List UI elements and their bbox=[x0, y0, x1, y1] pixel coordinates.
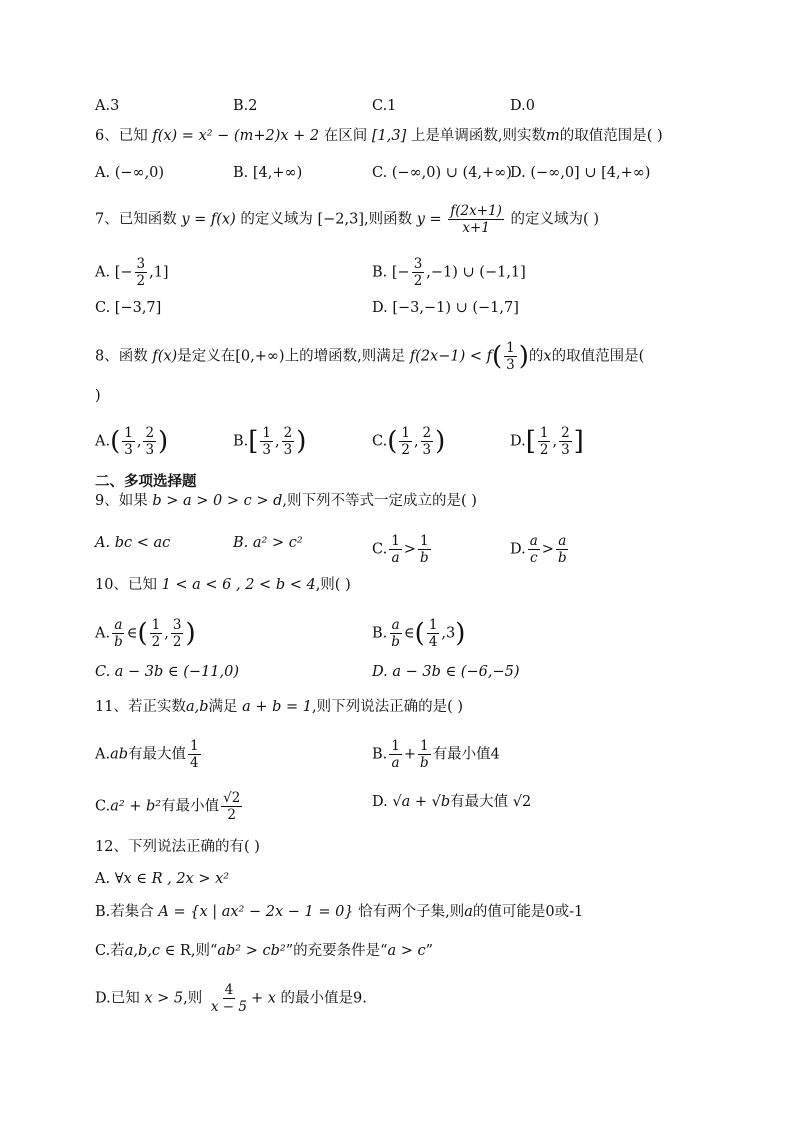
q12-b-end: 的值可能是0或-1 bbox=[472, 904, 584, 920]
q10-b-den: b bbox=[391, 634, 400, 650]
q7-domain: [−2,3] bbox=[317, 211, 365, 228]
q7-option-d: D. [−3,−1) ∪ (−1,7] bbox=[372, 300, 519, 316]
q11-b-label: B. bbox=[372, 746, 388, 763]
q8-b-label: B. bbox=[233, 433, 249, 450]
q9-number: 9、如果 bbox=[95, 493, 148, 509]
q11-a-text: 有最大值 bbox=[128, 746, 187, 763]
q11-vars: a,b bbox=[185, 699, 209, 715]
q8-mid2: 上的增函数,则满足 bbox=[284, 348, 406, 365]
q7-a-frac bbox=[135, 256, 148, 289]
q8-c-label: C. bbox=[372, 433, 388, 450]
q12-d-den: x − 5 bbox=[210, 999, 247, 1015]
q7-b-frac-num: 3 bbox=[413, 256, 423, 272]
q7-function: y = f(x) bbox=[181, 211, 236, 228]
q7-frac-den: x+1 bbox=[462, 220, 490, 236]
q8-a-num1: 1 bbox=[124, 425, 133, 441]
q6-option-c: C. (−∞,0) ∪ (4,+∞) bbox=[372, 165, 512, 181]
q9-d-num1: a bbox=[529, 533, 538, 549]
q8-d-den1: 2 bbox=[539, 442, 549, 458]
q12-c-in: ∈ R bbox=[164, 943, 191, 959]
q11-stem bbox=[95, 697, 463, 717]
q7-b-pre: B. [− bbox=[372, 264, 410, 281]
q10-stem bbox=[95, 575, 351, 595]
q11-mid: 满足 bbox=[208, 699, 238, 715]
q6-stem-mid2: 上是单调函数,则实数 bbox=[410, 128, 546, 144]
q8-mid3: 的 bbox=[528, 348, 544, 365]
q11-c-expr: a² + b² bbox=[110, 798, 162, 815]
q10-condition: 1 < a < 6 , 2 < b < 4 bbox=[161, 577, 316, 593]
q11-end: ,则下列说法正确的是( ) bbox=[312, 699, 464, 715]
q11-d-label: D. bbox=[372, 794, 388, 810]
q11-c-num: √2 bbox=[223, 790, 241, 806]
q8-option-b: B.[ $\frac{1}{3}$ , $\frac{2}{3}$ ) bbox=[233, 425, 307, 458]
q8-d-num1: 1 bbox=[539, 425, 549, 441]
q9-d-gt: > bbox=[541, 541, 554, 558]
q8-frac-13 bbox=[504, 340, 517, 373]
q8-c-num2: 2 bbox=[422, 425, 432, 441]
q8-d-den2: 3 bbox=[561, 442, 570, 458]
q6-option-a: A. (−∞,0) bbox=[95, 165, 165, 181]
q8-a-den2: 3 bbox=[145, 442, 155, 458]
q11-c-label: C. bbox=[95, 798, 111, 815]
q10-b-label: B. bbox=[372, 625, 388, 642]
q9-c-den1: a bbox=[391, 550, 400, 566]
q11-d-text: 有最大值 bbox=[450, 794, 509, 810]
q9-c-den2: b bbox=[419, 550, 429, 566]
q8-fx: f(x) bbox=[152, 348, 178, 365]
q7-a-frac-num: 3 bbox=[136, 256, 146, 272]
q8-frac-den: 3 bbox=[506, 357, 515, 373]
q5-option-a: A.3 bbox=[95, 98, 120, 114]
q11-a-num: 1 bbox=[190, 738, 199, 754]
q9-option-c bbox=[372, 533, 433, 566]
q9-option-b: B. a² > c² bbox=[233, 535, 303, 551]
q8-b-den1: 3 bbox=[262, 442, 272, 458]
q8-c-den1: 2 bbox=[401, 442, 410, 458]
q6-option-b: B. [4,+∞) bbox=[233, 165, 303, 181]
q8-option-a: A.( $\frac{1}{3}$ , $\frac{2}{3}$ ) bbox=[95, 425, 169, 458]
q10-b-num: a bbox=[391, 617, 400, 633]
q6-option-d: D. (−∞,0] ∪ [4,+∞) bbox=[510, 165, 651, 181]
q7-a-frac-den: 2 bbox=[136, 273, 146, 289]
q8-a-label: A. bbox=[95, 433, 111, 450]
q9-c-num1: 1 bbox=[391, 533, 400, 549]
q12-b-a: a bbox=[464, 904, 473, 920]
q7-end: 的定义域为( ) bbox=[510, 211, 599, 228]
q9-c-num2: 1 bbox=[419, 533, 429, 549]
q10-a-d1: 2 bbox=[151, 634, 161, 650]
q8-x: x bbox=[543, 348, 552, 365]
q7-number: 7、已知函数 bbox=[95, 211, 177, 228]
q7-b-frac bbox=[412, 256, 425, 289]
q12-d-label: D.已知 bbox=[95, 990, 140, 1007]
q6-function: f(x) = x² − (m+2)x + 2 bbox=[152, 128, 320, 144]
q10-end: ,则( ) bbox=[315, 577, 351, 593]
q12-b-mid: 恰有两个子集,则 bbox=[358, 904, 465, 920]
q8-close-paren: ) bbox=[95, 388, 101, 404]
q12-option-a bbox=[95, 869, 229, 889]
q8-d-label: D. bbox=[510, 433, 526, 450]
q9-d-label: D. bbox=[510, 541, 526, 558]
q10-a-label: A. bbox=[95, 625, 111, 642]
q7-stem bbox=[95, 203, 599, 236]
q11-a-den: 4 bbox=[190, 755, 199, 771]
q12-c-end: ” bbox=[425, 943, 434, 959]
q11-b-num2: 1 bbox=[420, 738, 429, 754]
q12-c-expr2: a > c bbox=[387, 943, 426, 959]
q9-d-num2: a bbox=[558, 533, 567, 549]
q9-d-den2: b bbox=[557, 550, 567, 566]
q12-d-num: 4 bbox=[224, 982, 234, 998]
q10-option-c: C. a − 3b ∈ (−11,0) bbox=[95, 664, 240, 680]
q7-b-post: ,−1) ∪ (−1,1] bbox=[426, 264, 526, 281]
q12-b-expr: A = {x | ax² − 2x − 1 = 0} bbox=[158, 904, 354, 920]
q11-b-den2: b bbox=[420, 755, 429, 771]
q6-stem bbox=[95, 126, 663, 146]
q8-c-num1: 1 bbox=[401, 425, 410, 441]
q8-c-den2: 3 bbox=[422, 442, 432, 458]
q9-option-a: A. bc < ac bbox=[95, 535, 171, 551]
q9-condition: b > a > 0 > c > d bbox=[152, 493, 283, 509]
q10-a-n1: 1 bbox=[151, 617, 161, 633]
q7-mid1: 的定义域为 bbox=[240, 211, 313, 228]
q7-a-pre: A. [− bbox=[95, 264, 133, 281]
q6-stem-mid1: 在区间 bbox=[323, 128, 368, 144]
q10-a-n2: 3 bbox=[172, 617, 182, 633]
q8-b-den2: 3 bbox=[283, 442, 293, 458]
q8-interval: [0,+∞) bbox=[235, 348, 285, 365]
q6-number: 6、已知 bbox=[95, 128, 148, 144]
q7-a-post: ,1] bbox=[149, 264, 169, 281]
q8-number: 8、函数 bbox=[95, 348, 148, 365]
q12-c-mid1: ,则“ bbox=[190, 943, 218, 959]
q11-c-den: 2 bbox=[227, 807, 236, 823]
q11-b-den1: a bbox=[391, 755, 400, 771]
q11-b-text: 有最小值4 bbox=[432, 746, 500, 763]
q8-b-num2: 2 bbox=[283, 425, 293, 441]
q12-option-c bbox=[95, 941, 433, 961]
q7-option-a bbox=[95, 256, 169, 289]
q8-frac-num: 1 bbox=[506, 340, 515, 356]
q12-c-expr1: ab² > cb² bbox=[217, 943, 286, 959]
q7-mid2: ,则函数 bbox=[364, 211, 413, 228]
q10-number: 10、已知 bbox=[95, 577, 157, 593]
q12-d-mid: ,则 bbox=[183, 990, 203, 1007]
q10-a-num: a bbox=[114, 617, 123, 633]
q10-b-three: ,3 bbox=[441, 625, 456, 642]
q7-frac-num: f(2x+1) bbox=[450, 203, 502, 219]
q12-c-mid2: ”的充要条件是“ bbox=[285, 943, 388, 959]
q11-option-b bbox=[372, 738, 500, 771]
q11-d-expr: √a + √b bbox=[392, 794, 451, 810]
q8-inequality: f(2x−1) < f bbox=[409, 348, 493, 365]
q7-option-c: C. [−3,7] bbox=[95, 300, 162, 316]
q11-condition: a + b = 1 bbox=[242, 699, 312, 715]
q8-stem: 8、函数 f(x)是定义在[0,+∞)上的增函数,则满足 f(2x−1) < f( $\frac{1}{3}$ )的x的取值范围是( bbox=[95, 340, 645, 373]
q5-option-b: B.2 bbox=[233, 98, 258, 114]
q8-b-num1: 1 bbox=[262, 425, 272, 441]
q12-c-label: C.若 bbox=[95, 943, 125, 959]
q9-stem bbox=[95, 491, 477, 511]
q12-c-vars: a,b,c bbox=[124, 943, 160, 959]
q6-interval: [1,3] bbox=[371, 128, 407, 144]
q8-end: 的取值范围是( bbox=[551, 348, 645, 365]
q12-a-expr: ∀x ∈ R , 2x > x² bbox=[114, 871, 230, 887]
q8-option-d: D.[ $\frac{1}{2}$ , $\frac{2}{3}$ ] bbox=[510, 425, 584, 458]
q8-d-num2: 2 bbox=[561, 425, 570, 441]
q11-option-a bbox=[95, 738, 203, 771]
q9-c-gt: > bbox=[403, 541, 416, 558]
q8-a-num2: 2 bbox=[145, 425, 155, 441]
section-heading: 二、多项选择题 bbox=[95, 474, 197, 490]
q7-option-b bbox=[372, 256, 526, 289]
q9-end: ,则下列不等式一定成立的是( ) bbox=[282, 493, 477, 509]
q7-fraction bbox=[448, 203, 504, 236]
q6-stem-end: 的取值范围是( ) bbox=[559, 128, 663, 144]
q12-d-cond: x > 5 bbox=[144, 990, 184, 1007]
q10-option-d: D. a − 3b ∈ (−6,−5) bbox=[372, 664, 520, 680]
q11-b-plus: + bbox=[403, 746, 417, 763]
q10-b-d1: 4 bbox=[428, 634, 438, 650]
q11-number: 11、若正实数 bbox=[95, 699, 186, 715]
q8-option-c: C.( $\frac{1}{2}$ , $\frac{2}{3}$ ) bbox=[372, 425, 446, 458]
q6-var-m: m bbox=[545, 128, 560, 144]
q11-option-d bbox=[372, 792, 531, 812]
q11-option-c bbox=[95, 790, 244, 823]
q10-a-d2: 2 bbox=[172, 634, 182, 650]
q12-d-end: 的最小值是9. bbox=[280, 990, 367, 1007]
q11-d-value: √2 bbox=[512, 794, 532, 810]
q10-b-n1: 1 bbox=[428, 617, 438, 633]
q11-c-text: 有最小值 bbox=[161, 798, 220, 815]
q12-a-label: A. bbox=[95, 871, 111, 887]
q10-option-a: A. $\frac{a}{b}$ ∈( $\frac{1}{2}$ , $\frac{3}{2}$ ) bbox=[95, 617, 196, 650]
q10-option-b: B. $\frac{a}{b}$ ∈( $\frac{1}{4}$ ,3) bbox=[372, 617, 466, 650]
q12-b-label: B.若集合 bbox=[95, 904, 154, 920]
q7-y: y = bbox=[416, 211, 442, 228]
q8-a-den1: 3 bbox=[124, 442, 133, 458]
q12-option-b bbox=[95, 902, 583, 922]
q10-a-in: ∈ bbox=[126, 625, 138, 642]
q8-mid1: 是定义在 bbox=[177, 348, 236, 365]
q9-d-den1: c bbox=[529, 550, 538, 566]
q5-option-c: C.1 bbox=[372, 98, 397, 114]
q12-stem: 12、下列说法正确的有( ) bbox=[95, 839, 260, 855]
q9-option-d bbox=[510, 533, 571, 566]
q10-b-in: ∈ bbox=[403, 625, 415, 642]
q12-d-plus: + x bbox=[250, 990, 276, 1007]
q11-a-ab: ab bbox=[110, 746, 129, 763]
q12-option-d bbox=[95, 982, 367, 1015]
q5-option-d: D.0 bbox=[510, 98, 535, 114]
q7-b-frac-den: 2 bbox=[413, 273, 423, 289]
q11-a-label: A. bbox=[95, 746, 111, 763]
q9-c-label: C. bbox=[372, 541, 388, 558]
q11-b-num1: 1 bbox=[391, 738, 400, 754]
q10-a-den: b bbox=[114, 634, 123, 650]
